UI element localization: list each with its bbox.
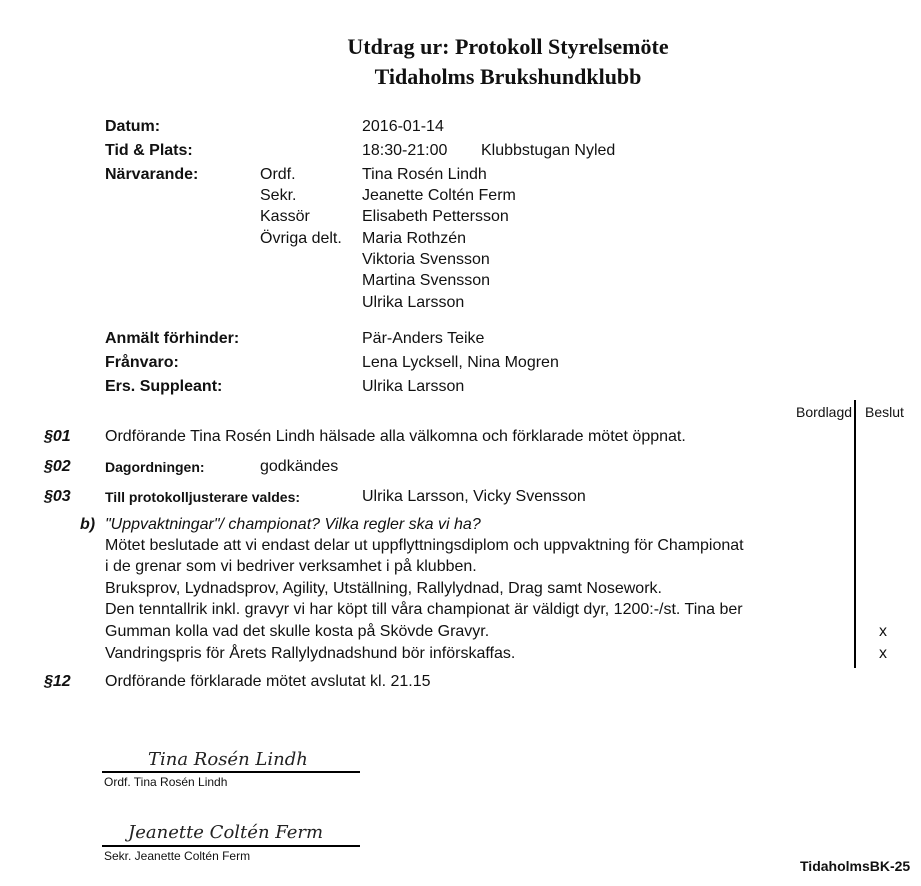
anmalt-forhinder-label: Anmält förhinder:	[105, 330, 240, 347]
paragraph-text: Ordförande förklarade mötet avslutat kl. 21.15	[105, 673, 431, 690]
attendee-name: Maria Rothzén	[362, 230, 467, 247]
attendee-name: Martina Svensson	[362, 272, 491, 289]
protokolljusterare-value: Ulrika Larsson, Vicky Svensson	[362, 488, 586, 505]
paragraph-number: §01	[44, 428, 71, 445]
document-title: Utdrag ur: Protokoll Styrelsemöte	[347, 34, 669, 59]
attendee-name: Ulrika Larsson	[362, 294, 465, 311]
attendee-role: Sekr.	[260, 187, 297, 204]
narvarande-label: Närvarande:	[105, 166, 199, 183]
ers-suppleant-label: Ers. Suppleant:	[105, 378, 223, 395]
signature-caption-ordf: Ordf. Tina Rosén Lindh	[104, 775, 228, 789]
datum-value: 2016-01-14	[362, 118, 444, 135]
subitem-line: Gumman kolla vad det skulle kosta på Skövde Gravyr.	[105, 623, 490, 640]
attendee-name: Viktoria Svensson	[362, 251, 490, 268]
subitem-line: i de grenar som vi bedriver verksamhet i på klubben.	[105, 558, 477, 575]
bordlagd-header: Bordlagd	[796, 404, 853, 420]
paragraph-number: §12	[44, 673, 71, 690]
signature-sekr: Jeanette Coltén Ferm	[128, 822, 324, 843]
signature-line	[102, 771, 360, 773]
tid-value: 18:30-21:00	[362, 142, 448, 159]
tid-plats-label: Tid & Plats:	[105, 142, 193, 159]
attendee-role: Kassör	[260, 208, 310, 225]
attendee-role: Övriga delt.	[260, 230, 342, 247]
attendee-name: Tina Rosén Lindh	[362, 166, 487, 183]
signature-line	[102, 845, 360, 847]
protokolljusterare-label: Till protokolljusterare valdes:	[105, 489, 301, 505]
paragraph-text: Ordförande Tina Rosén Lindh hälsade alla välkomna och förklarade mötet öppnat.	[105, 428, 686, 445]
anmalt-forhinder-value: Pär-Anders Teike	[362, 330, 485, 347]
attendee-name: Jeanette Coltén Ferm	[362, 187, 516, 204]
beslut-header: Beslut	[865, 404, 904, 420]
attendee-name: Elisabeth Pettersson	[362, 208, 509, 225]
subitem-line: Vandringspris för Årets Rallylydnadshund bör införskaffas.	[105, 645, 516, 662]
subitem-letter: b)	[80, 516, 96, 533]
attendee-role: Ordf.	[260, 166, 296, 183]
column-divider	[854, 400, 856, 668]
subitem-line: Den tenntallrik inkl. gravyr vi har köpt till våra championat är väldigt dyr, 1200:-/st. Tina ber	[105, 601, 743, 618]
franvaro-label: Frånvaro:	[105, 354, 179, 371]
subitem-heading: "Uppvaktningar"/ championat? Vilka regler ska vi ha?	[105, 516, 481, 533]
subitem-line: Mötet beslutade att vi endast delar ut uppflyttningsdiplom och uppvaktning för Championat	[105, 537, 744, 554]
franvaro-value: Lena Lycksell, Nina Mogren	[362, 354, 559, 371]
dagordning-label: Dagordningen:	[105, 459, 205, 475]
club-name: Tidaholms Brukshundklubb	[374, 64, 642, 89]
datum-label: Datum:	[105, 118, 161, 135]
beslut-mark: x	[879, 645, 887, 662]
paragraph-number: §02	[44, 458, 71, 475]
ers-suppleant-value: Ulrika Larsson	[362, 378, 465, 395]
document-id: TidaholmsBK-25	[800, 858, 911, 874]
signature-caption-sekr: Sekr. Jeanette Coltén Ferm	[104, 849, 251, 863]
subitem-line: Bruksprov, Lydnadsprov, Agility, Utställning, Rallylydnad, Drag samt Nosework.	[105, 580, 662, 597]
signature-ordf: Tina Rosén Lindh	[148, 749, 308, 770]
beslut-mark: x	[879, 623, 887, 640]
dagordning-value: godkändes	[260, 458, 339, 475]
plats-value: Klubbstugan Nyled	[481, 142, 616, 159]
paragraph-number: §03	[44, 488, 71, 505]
